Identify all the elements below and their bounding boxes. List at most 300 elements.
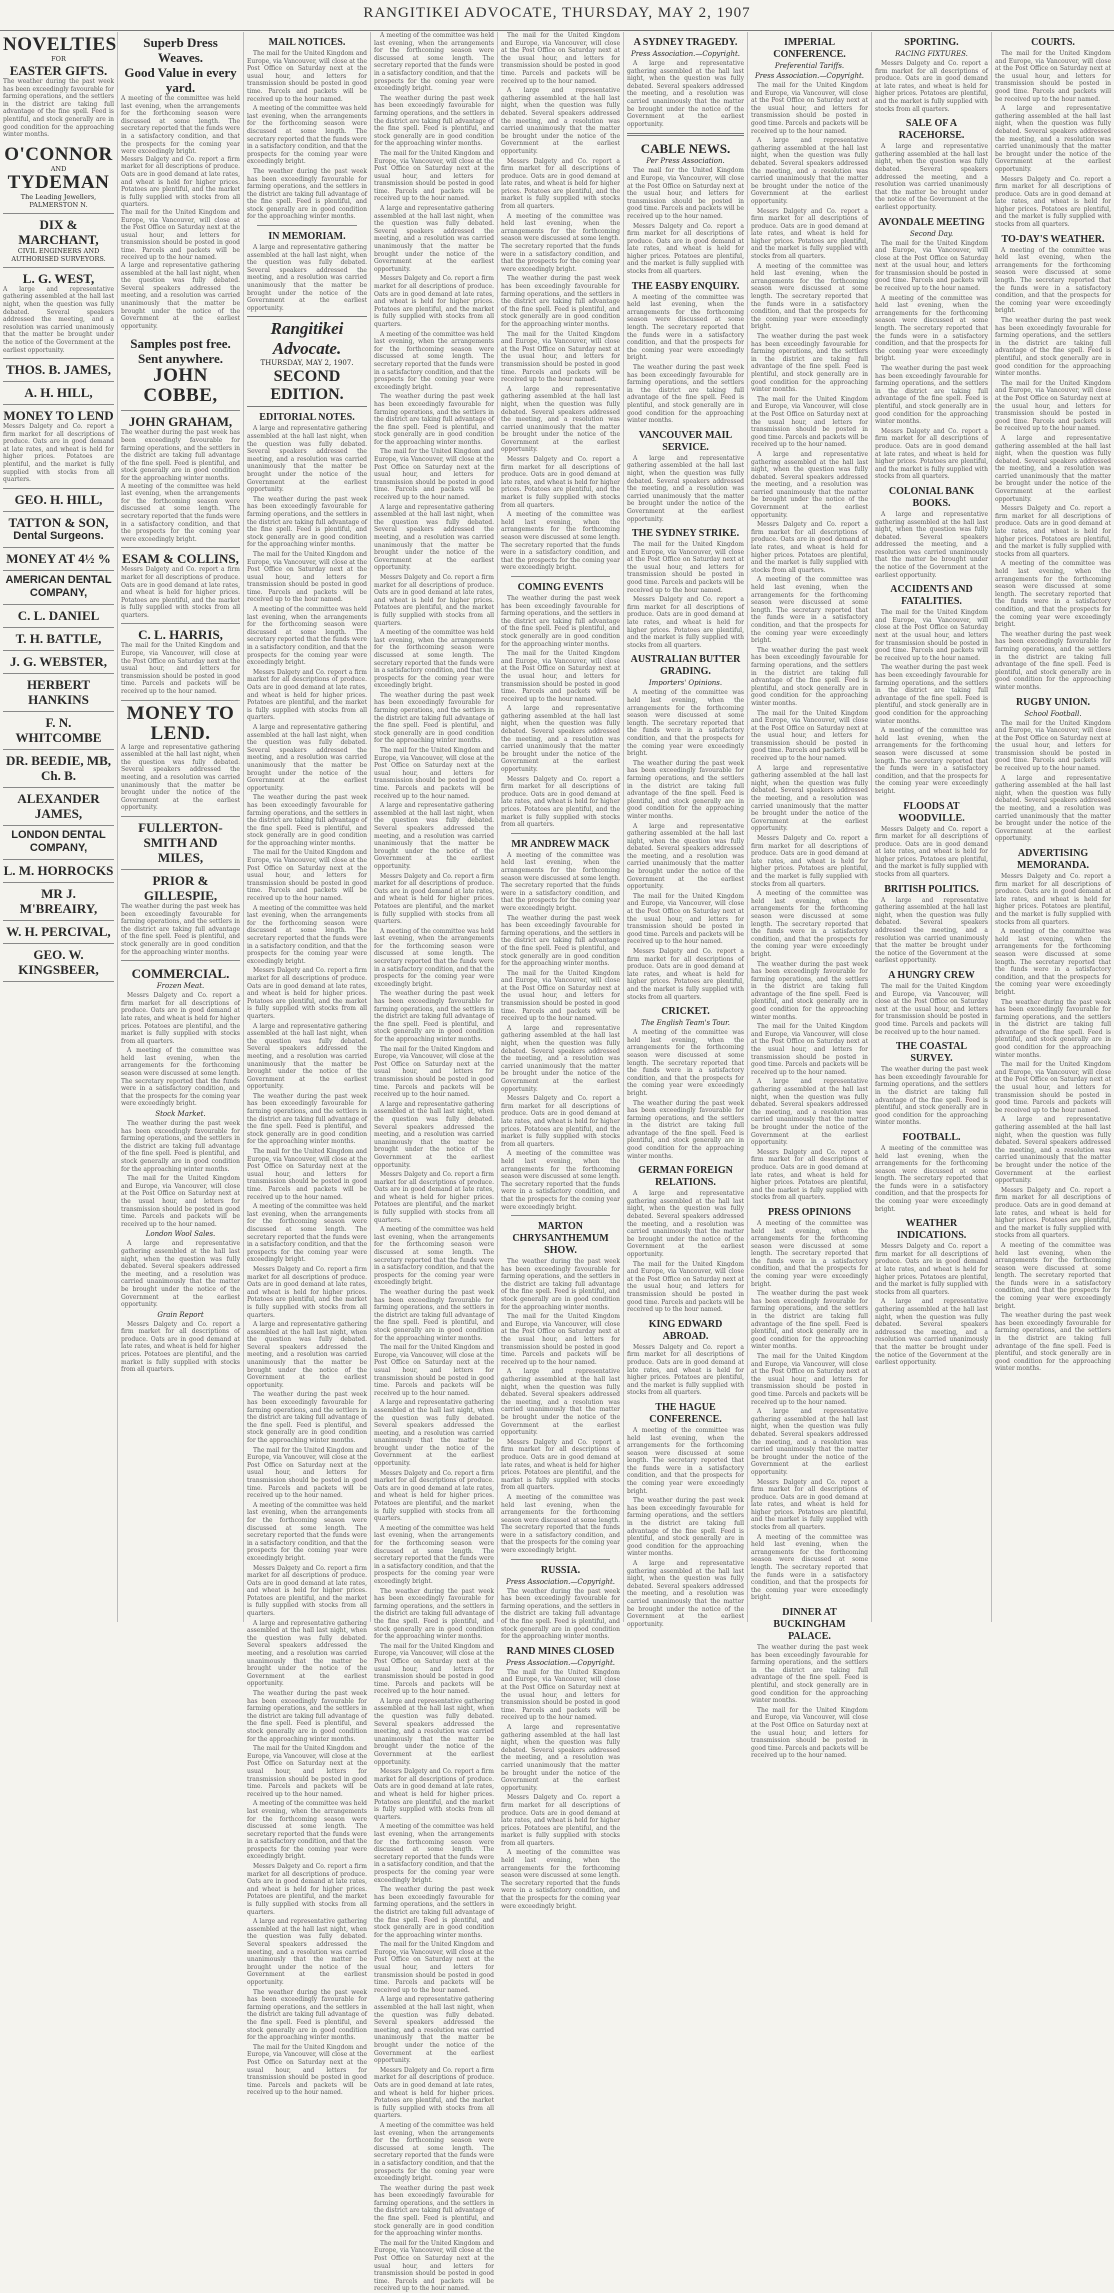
- paragraph: The weather during the past week has been exceedingly favourable for farming operations, and the settlers in the district are taking full advantage of the fine spell. Feed is plentiful, and stock generally are in good condition for the approaching winter months.: [875, 365, 988, 426]
- ad-graham: [121, 411, 240, 548]
- paragraph: Messrs Dalgety and Co. report a firm market for all descriptions of produce. Oats are in good demand at late rates, and wheat is held for higher prices. Potatoes are plentiful, and the market is fully supplied with stocks from all quarters.: [247, 967, 367, 1020]
- section-heading: CABLE NEWS.: [640, 141, 731, 157]
- divider: [257, 225, 357, 226]
- article-text: [627, 1029, 744, 1160]
- paragraph: A large and representative gathering assembled at the hall last night, when the question was fully debated. Several speakers addressed the meeting, and a resolution was carried unanimously that the matter be brought under the notice of the Government at the earliest opportunity.: [995, 774, 1111, 843]
- section-heading: RUSSIA.: [540, 1564, 581, 1576]
- paragraph: A meeting of the committee was held last evening, when the arrangements for the forthcoming season were discussed at some length. The secretary reported that the funds were in a satisfactory condition, and that the prospects for the coming year were exceedingly bright.: [751, 1533, 868, 1602]
- column-adverts-1: [0, 32, 118, 1622]
- article-text: [247, 425, 367, 2096]
- paragraph: Messrs Dalgety and Co. report a firm market for all descriptions of produce. Oats are in good demand at late rates, and wheat is held for higher prices. Potatoes are plentiful, and the market is fully supplied with stocks from all quarters.: [751, 521, 868, 574]
- ad-tatton: [3, 512, 114, 548]
- edition-label: SECOND EDITION.: [270, 368, 344, 404]
- paragraph: A large and representative gathering assembled at the hall last night, when the question was fully debated. Several speakers addressed the meeting, and a resolution was carried unanimously that the matter be brought under the notice of the Government at the earliest opportunity.: [627, 60, 744, 128]
- paragraph: The mail for the United Kingdom and Europe, via Vancouver, will close at the Post Office on Saturday next at the usual hour, and letters for transmission should be posted in good time. Parcels and packets will be received up to the hour named.: [501, 32, 620, 85]
- ad-headline: HERBERT HANKINS: [26, 676, 91, 707]
- ad-headline: DR. BEEDIE, MB, Ch. B.: [5, 752, 112, 783]
- paragraph: A large and representative gathering assembled at the hall last night, when the question was fully debated. Several speakers addressed the meeting, and a resolution was carried unanimously that the matter be brought under the notice of the Government at the earliest opportunity.: [501, 705, 620, 774]
- paragraph: The mail for the United Kingdom and Europe, via Vancouver, will close at the Post Office on Saturday next at the usual hour, and letters for transmission should be posted in good time. Parcels and packets will be received up to the hour named.: [627, 541, 744, 594]
- paragraph: The weather during the past week has been exceedingly favourable for farming operations, and the settlers in the district are taking full advantage of the fine spell. Feed is plentiful, and stock generally are in good condition for the approaching winter months.: [995, 1312, 1111, 1373]
- section-heading: MARTON CHRYSANTHEMUM SHOW.: [512, 1221, 609, 1257]
- section-heading: VANCOUVER MAIL SERVICE.: [638, 429, 733, 453]
- news-credit: Press Association.—Copyright.: [630, 50, 740, 58]
- section-heading: DINNER AT BUCKINGHAM PALACE.: [773, 1607, 846, 1642]
- paragraph: Messrs Dalgety and Co. report a firm market for all descriptions of produce. Oats are in good demand at late rates, and wheat is held for higher prices. Potatoes are plentiful, and the market is fully supplied with stocks from all quarters.: [501, 456, 620, 509]
- paragraph: A large and representative gathering assembled at the hall last night, when the question was fully debated. Several speakers addressed the meeting, and a resolution was carried unanimously that the matter be brought under the notice of the Government at the earliest opportunity.: [995, 434, 1111, 503]
- paragraph: A large and representative gathering assembled at the hall last night, when the question was fully debated. Several speakers addressed the meeting, and a resolution was carried unanimously that the matter be brought under the notice of the Government at the earliest opportunity.: [247, 244, 367, 312]
- ad-headline: Superb Dress Weaves.: [143, 35, 218, 65]
- paragraph: The mail for the United Kingdom and Europe, via Vancouver, will close at the Post Office on Saturday next at the usual hour, and letters for transmission should be posted in good time. Parcels and packets will be received up to the hour named.: [751, 82, 868, 135]
- paragraph: Messrs Dalgety and Co. report a firm market for all descriptions of produce. Oats are in good demand at late rates, and wheat is held for higher prices. Potatoes are plentiful, and the market is fully supplied with stocks from all quarters.: [121, 1320, 240, 1374]
- paragraph: The mail for the United Kingdom and Europe, via Vancouver, will close at the Post Office on Saturday next at the usual hour, and letters for transmission should be posted in good time. Parcels and packets will be received up to the hour named.: [501, 330, 620, 384]
- article-text: [875, 826, 988, 879]
- ad-headline: THOS. B. JAMES,: [5, 362, 112, 378]
- section-heading: ADVERTISING MEMORANDA.: [1017, 848, 1089, 871]
- section-heading: FLOODS AT WOODVILLE.: [898, 800, 965, 824]
- ad-headline: MONEY TO LEND.: [126, 702, 235, 744]
- paragraph: Messrs Dalgety and Co. report a firm market for all descriptions of produce. Oats are in good demand at late rates, and wheat is held for higher prices. Potatoes are plentiful, and the market is fully supplied with stocks from all quarters.: [751, 835, 868, 888]
- paragraph: The mail for the United Kingdom and Europe, via Vancouver, will close at the Post Office on Saturday next at the usual hour, and letters for transmission should be posted in good time. Parcels and packets will be received up to the hour named.: [627, 167, 744, 220]
- ad-text: The weather during the past week has been exceedingly favourable for farming operations, and the settlers in the district are taking full advantage of the fine spell. Feed is plentiful, and stock generally are in good condition for the approaching winter months.: [121, 902, 240, 956]
- paragraph: The weather during the past week has been exceedingly favourable for farming operations, and the settlers in the district are taking full advantage of the fine spell. Feed is plentiful, and stock generally are in good condition for the approaching winter months.: [247, 794, 367, 847]
- paragraph: A large and representative gathering assembled at the hall last night, when the question was fully debated. Several speakers addressed the meeting, and a resolution was carried unanimously that the matter be brought under the notice of the Government at the earliest opportunity.: [995, 1116, 1111, 1185]
- section-heading: MAIL NOTICES.: [268, 37, 346, 48]
- ad-whitcombe: [3, 712, 114, 750]
- article-text: [875, 897, 988, 965]
- paragraph: The mail for the United Kingdom and Europe, via Vancouver, will close at the Post Office on Saturday next at the usual hour, and letters for transmission should be posted in good time. Parcels and packets will be received up to the hour named.: [121, 1175, 240, 1228]
- ad-headline: J. G. WEBSTER,: [10, 653, 107, 669]
- ad-dix-marchant: [3, 214, 114, 268]
- divider: [627, 133, 744, 136]
- paragraph: A large and representative gathering assembled at the hall last night, when the question was fully debated. Several speakers addressed the meeting, and a resolution was carried unanimously that the matter be brought under the notice of the Government at the earliest opportunity.: [374, 802, 494, 870]
- paragraph: A large and representative gathering assembled at the hall last night, when the question was fully debated. Several speakers addressed the meeting, and a resolution was carried unanimously that the matter be brought under the notice of the Government at the earliest opportunity.: [247, 1022, 367, 1091]
- column-imperial-conference: [748, 32, 872, 1760]
- column-adverts-2: [118, 32, 244, 1622]
- paragraph: A meeting of the committee was held last evening, when the arrangements for the forthcoming season were discussed at some length. The secretary reported that the funds were in a satisfactory condition, and that the prospects for the coming year were exceedingly bright.: [995, 560, 1111, 629]
- ad-headline: T. H. BATTLE,: [15, 630, 102, 646]
- article-text: [751, 1644, 868, 1760]
- paragraph: A large and representative gathering assembled at the hall last night, when the question was fully debated. Several speakers addressed the meeting, and a resolution was carried unanimously that the matter be brought under the notice of the Government at the earliest opportunity.: [501, 87, 620, 155]
- article-text: [751, 82, 868, 1202]
- paragraph: A large and representative gathering assembled at the hall last night, when the question was fully debated. Several speakers addressed the meeting, and a resolution was carried unanimously that the matter be brought under the notice of the Government at the earliest opportunity.: [374, 1697, 494, 1766]
- ad-headline: ALEXANDER JAMES,: [17, 790, 100, 821]
- paragraph: A meeting of the committee was held last evening, when the arrangements for the forthcoming season were discussed at some length. The secretary reported that the funds were in a satisfactory condition, and that the prospects for the coming year were exceedingly bright.: [374, 1823, 494, 1884]
- subheading: London Wool Sales.: [145, 1230, 216, 1239]
- section-heading: FOOTBALL.: [902, 1131, 961, 1143]
- article-text: [995, 720, 1111, 844]
- paragraph: A meeting of the committee was held last evening, when the arrangements for the forthcoming season were discussed at some length. The secretary reported that the funds were in a satisfactory condition, and that the prospects for the coming year were exceedingly bright.: [374, 1226, 494, 1287]
- paragraph: Messrs Dalgety and Co. report a firm market for all descriptions of produce. Oats are in good demand at late rates, and wheat is held for higher prices. Potatoes are plentiful, and the market is fully supplied with stocks from all quarters.: [501, 1794, 620, 1847]
- paragraph: A large and representative gathering assembled at the hall last night, when the question was fully debated. Several speakers addressed the meeting, and a resolution was carried unanimously that the matter be brought under the notice of the Government at the earliest opportunity.: [627, 454, 744, 523]
- subheading: RACING FIXTURES.: [895, 50, 968, 58]
- paragraph: Messrs Dalgety and Co. report a firm market for all descriptions of produce. Oats are in good demand at late rates, and wheat is held for higher prices. Potatoes are plentiful, and the market is fully supplied with stocks from all quarters.: [247, 1863, 367, 1916]
- ad-hankins: [3, 674, 114, 712]
- ad-headline: L. M. HORROCKS: [3, 862, 114, 878]
- paragraph: A meeting of the committee was held last evening, when the arrangements for the forthcoming season were discussed at some length. The secretary reported that the funds were in a satisfactory condition, and that the prospects for the coming year were exceedingly bright.: [751, 262, 868, 331]
- ad-headline: W. H. PERCIVAL,: [6, 923, 111, 939]
- ad-west: [3, 268, 114, 359]
- ad-headline: MR J. M'BREAIRY,: [19, 885, 98, 916]
- paragraph: The mail for the United Kingdom and Europe, via Vancouver, will close at the Post Office on Saturday next at the usual hour, and letters for transmission should be posted in good time. Parcels and packets will be received up to the hour named.: [875, 609, 988, 662]
- news-credit: Press Association.—Copyright.: [505, 1577, 615, 1586]
- paragraph: The mail for the United Kingdom and Europe, via Vancouver, will close at the Post Office on Saturday next at the usual hour, and letters for transmission should be posted in good time. Parcels and packets will be received up to the hour named.: [501, 1313, 620, 1366]
- article-text: [751, 1220, 868, 1602]
- paragraph: A meeting of the committee was held last evening, when the arrangements for the forthcoming season were discussed at some length. The secretary reported that the funds were in a satisfactory condition, and that the prospects for the coming year were exceedingly bright.: [247, 105, 367, 166]
- section-heading: PRESS OPINIONS: [767, 1206, 852, 1218]
- ad-headline: PRIOR & GILLESPIE,: [143, 872, 218, 903]
- ad-headline: GEO. W. KINGSBEER,: [18, 946, 99, 977]
- paper-title: Rangitikei Advocate.: [270, 319, 344, 359]
- subheading: Preferential Tariffs.: [774, 62, 845, 70]
- paragraph: A large and representative gathering assembled at the hall last night, when the question was fully debated. Several speakers addressed the meeting, and a resolution was carried unanimously that the matter be brought under the notice of the Government at the earliest opportunity.: [751, 764, 868, 833]
- paragraph: The mail for the United Kingdom and Europe, via Vancouver, will close at the Post Office on Saturday next at the usual hour, and letters for transmission should be posted in good time. Parcels and packets will be received up to the hour named.: [995, 379, 1111, 433]
- subheading: Frozen Meat.: [156, 982, 205, 991]
- article-text: [627, 60, 744, 128]
- paragraph: The mail for the United Kingdom and Europe, via Vancouver, will close at the Post Office on Saturday next at the usual hour, and letters for transmission should be posted in good time. Parcels and packets will be received up to the hour named.: [247, 550, 367, 604]
- article-text: [627, 167, 744, 275]
- section-heading: TO-DAY'S WEATHER.: [1001, 233, 1105, 245]
- paragraph: The weather during the past week has been exceedingly favourable for farming operations, and the settlers in the district are taking full advantage of the fine spell. Feed is plentiful, and stock generally are in good condition for the approaching winter months.: [875, 1066, 988, 1127]
- paragraph: Messrs Dalgety and Co. report a firm market for all descriptions of produce. Oats are in good demand at late rates, and wheat is held for higher prices. Potatoes are plentiful, and the market is fully supplied with stocks from all quarters.: [247, 1564, 367, 1618]
- article-text: [121, 1120, 240, 1228]
- ad-beedie: [3, 750, 114, 788]
- paragraph: A meeting of the committee was held last evening, when the arrangements for the forthcoming season were discussed at some length. The secretary reported that the funds were in a satisfactory condition, and that the prospects for the coming year were exceedingly bright.: [501, 1493, 620, 1555]
- ad-geo-hill: [3, 489, 114, 512]
- section-heading: A HUNGRY CREW: [888, 970, 975, 981]
- ad-headline: GEO. H. HILL,: [14, 491, 103, 507]
- paragraph: A meeting of the committee was held last evening, when the arrangements for the forthcoming season were discussed at some length. The secretary reported that the funds were in a satisfactory condition, and that the prospects for the coming year were exceedingly bright.: [247, 904, 367, 965]
- paragraph: A meeting of the committee was held last evening, when the arrangements for the forthcoming season were discussed at some length. The secretary reported that the funds were in a satisfactory condition, and that the prospects for the coming year were exceedingly bright.: [374, 927, 494, 988]
- paragraph: The mail for the United Kingdom and Europe, via Vancouver, will close at the Post Office on Saturday next at the usual hour, and letters for transmission should be posted in good time. Parcels and packets will be received up to the hour named.: [995, 50, 1111, 103]
- ad-text: A large and representative gathering assembled at the hall last night, when the question was fully debated. Several speakers addressed the meeting, and a resolution was carried unanimously that the matter be brought under the notice of the Government at the earliest opportunity.: [121, 262, 240, 330]
- ad-headline: C. L. DANIEL: [17, 607, 100, 623]
- paragraph: Messrs Dalgety and Co. report a firm market for all descriptions of produce. Oats are in good demand at late rates, and wheat is held for higher prices. Potatoes are plentiful, and the market is fully supplied with stocks from all quarters.: [374, 573, 494, 627]
- ad-superb-dress: [121, 32, 240, 411]
- article-text: [875, 511, 988, 579]
- ad-headline: MONEY AT 4½ %: [6, 550, 111, 566]
- paragraph: A meeting of the committee was held last evening, when the arrangements for the forthcoming season were discussed at some length. The secretary reported that the funds were in a satisfactory condition, and that the prospects for the coming year were exceedingly bright.: [501, 212, 620, 273]
- ad-money-to-lend: [3, 405, 114, 489]
- ad-text: Messrs Dalgety and Co. report a firm market for all descriptions of produce. Oats are in good demand at late rates, and wheat is held for higher prices. Potatoes are plentiful, and the market is fully supplied with stocks from all quarters.: [121, 566, 240, 619]
- ad-text: Dental Surgeons.: [13, 529, 104, 542]
- paragraph: The mail for the United Kingdom and Europe, via Vancouver, will close at the Post Office on Saturday next at the usual hour, and letters for transmission should be posted in good time. Parcels and packets will be received up to the hour named.: [751, 1353, 868, 1406]
- ad-headline: NOVELTIES: [3, 34, 117, 55]
- subheading: Second Day.: [909, 229, 954, 238]
- ad-text: The mail for the United Kingdom and Europe, via Vancouver, will close at the Post Office on Saturday next at the usual hour, and letters for transmission should be posted in good time. Parcels and packets will be received up to the hour named.: [121, 642, 240, 696]
- divider: [511, 576, 610, 577]
- section-heading: THE COASTAL SURVEY.: [895, 1041, 968, 1065]
- paragraph: A large and representative gathering assembled at the hall last night, when the question was fully debated. Several speakers addressed the meeting, and a resolution was carried unanimously that the matter be brought under the notice of the Government at the earliest opportunity.: [875, 143, 988, 211]
- ad-headline: A. H. HILL,: [24, 385, 93, 401]
- ad-mbreairy: [3, 883, 114, 921]
- article-text: [627, 1190, 744, 1314]
- paragraph: The weather during the past week has been exceedingly favourable for farming operations, and the settlers in the district are taking full advantage of the fine spell. Feed is plentiful, and stock generally are in good condition for the approaching winter months.: [247, 495, 367, 549]
- column-editorial: [244, 32, 371, 2097]
- article-text: [374, 32, 494, 2293]
- ad-text: A large and representative gathering assembled at the hall last night, when the question was fully debated. Several speakers addressed the meeting, and a resolution was carried unanimously that the matter be brought under the notice of the Government at the earliest opportunity.: [3, 285, 114, 354]
- ad-james: [3, 359, 114, 382]
- paragraph: Messrs Dalgety and Co. report a firm market for all descriptions of produce. Oats are in good demand at late rates, and wheat is held for higher prices. Potatoes are plentiful, and the market is fully supplied with stocks from all quarters.: [501, 157, 620, 211]
- paragraph: Messrs Dalgety and Co. report a firm market for all descriptions of produce. Oats are in good demand at late rates, and wheat is held for higher prices. Potatoes are plentiful, and the market is fully supplied with stocks from all quarters.: [374, 872, 494, 926]
- paragraph: The weather during the past week has been exceedingly favourable for farming operations, and the settlers in the district are taking full advantage of the fine spell. Feed is plentiful, and stock generally are in good condition for the approaching winter months.: [751, 1290, 868, 1351]
- paragraph: Messrs Dalgety and Co. report a firm market for all descriptions of produce. Oats are in good demand at late rates, and wheat is held for higher prices. Potatoes are plentiful, and the market is fully supplied with stocks from all quarters.: [751, 1148, 868, 1202]
- paragraph: The mail for the United Kingdom and Europe, via Vancouver, will close at the Post Office on Saturday next at the usual hour, and letters for transmission should be posted in good time. Parcels and packets will be received up to the hour named.: [751, 1023, 868, 1076]
- article-text: [121, 992, 240, 1108]
- column-courts: [992, 32, 1114, 1622]
- paragraph: The mail for the United Kingdom and Europe, via Vancouver, will close at the Post Office on Saturday next at the usual hour, and letters for transmission should be posted in good time. Parcels and packets will be received up to the hour named.: [247, 849, 367, 903]
- paragraph: The mail for the United Kingdom and Europe, via Vancouver, will close at the Post Office on Saturday next at the usual hour, and letters for transmission should be posted in good time. Parcels and packets will be received up to the hour named.: [247, 2043, 367, 2097]
- paragraph: A large and representative gathering assembled at the hall last night, when the question was fully debated. Several speakers addressed the meeting, and a resolution was carried unanimously that the matter be brought under the notice of the Government at the earliest opportunity.: [374, 1100, 494, 1169]
- ad-text: A meeting of the committee was held last evening, when the arrangements for the forthcoming season were discussed at some length. The secretary reported that the funds were in a satisfactory condition, and that the prospects for the coming year were exceedingly bright.: [121, 95, 240, 156]
- paragraph: The weather during the past week has been exceedingly favourable for farming operations, and the settlers in the district are taking full advantage of the fine spell. Feed is plentiful, and stock generally are in good condition for the approaching winter months.: [247, 1092, 367, 1146]
- paragraph: The weather during the past week has been exceedingly favourable for farming operations, and the settlers in the district are taking full advantage of the fine spell. Feed is plentiful, and stock generally are in good condition for the approaching winter months.: [627, 759, 744, 820]
- paragraph: The mail for the United Kingdom and Europe, via Vancouver, will close at the Post Office on Saturday next at the usual hour, and letters for transmission should be posted in good time. Parcels and packets will be received up to the hour named.: [374, 747, 494, 800]
- article-text: [247, 50, 367, 221]
- paragraph: A meeting of the committee was held last evening, when the arrangements for the forthcoming season were discussed at some length. The secretary reported that the funds were in a satisfactory condition, and that the prospects for the coming year were exceedingly bright.: [501, 511, 620, 572]
- article-text: [875, 609, 988, 795]
- section-heading: SALE OF A RACEHORSE.: [898, 118, 965, 142]
- paragraph: A large and representative gathering assembled at the hall last night, when the question was fully debated. Several speakers addressed the meeting, and a resolution was carried unanimously that the matter be brought under the notice of the Government at the earliest opportunity.: [751, 137, 868, 205]
- paragraph: Messrs Dalgety and Co. report a firm market for all descriptions of produce. Oats are in good demand at late rates, and wheat is held for higher prices. Potatoes are plentiful, and the market is fully supplied with stocks from all quarters.: [751, 1478, 868, 1532]
- ad-daniel: [3, 605, 114, 628]
- ad-headline: EASTER GIFTS.: [9, 63, 108, 78]
- paragraph: Messrs Dalgety and Co. report a firm market for all descriptions of produce. Oats are in good demand at late rates, and wheat is held for higher prices. Potatoes are plentiful, and the market is fully supplied with stocks from all quarters.: [875, 1243, 988, 1296]
- paragraph: A large and representative gathering assembled at the hall last night, when the question was fully debated. Several speakers addressed the meeting, and a resolution was carried unanimously that the matter be brought under the notice of the Government at the earliest opportunity.: [501, 1024, 620, 1093]
- paragraph: The weather during the past week has been exceedingly favourable for farming operations, and the settlers in the district are taking full advantage of the fine spell. Feed is plentiful, and stock generally are in good condition for the approaching winter months.: [374, 1289, 494, 1342]
- ad-money-to-lend-2: [121, 701, 240, 817]
- ad-prior: [121, 870, 240, 961]
- paragraph: A large and representative gathering assembled at the hall last night, when the question was fully debated. Several speakers addressed the meeting, and a resolution was carried unanimously that the matter be brought under the notice of the Government at the earliest opportunity.: [374, 205, 494, 273]
- section-heading: COMING EVENTS: [517, 581, 604, 593]
- section-heading: BRITISH POLITICS.: [884, 883, 979, 895]
- section-heading: KING EDWARD ABROAD.: [648, 1318, 723, 1342]
- paragraph: The weather during the past week has been exceedingly favourable for farming operations, and the settlers in the district are taking full advantage of the fine spell. Feed is plentiful, and stock generally are in good condition for the approaching winter months.: [627, 1497, 744, 1558]
- ad-headline: F. N. WHITCOMBE: [15, 714, 102, 745]
- paragraph: Messrs Dalgety and Co. report a firm market for all descriptions of produce. Oats are in good demand at late rates, and wheat is held for higher prices. Potatoes are plentiful, and the market is fully supplied with stocks from all quarters.: [121, 992, 240, 1045]
- paragraph: The weather during the past week has been exceedingly favourable for farming operations, and the settlers in the district are taking full advantage of the fine spell. Feed is plentiful, and stock generally are in good condition for the approaching winter months.: [501, 1587, 620, 1641]
- paragraph: A large and representative gathering assembled at the hall last night, when the question was fully debated. Several speakers addressed the meeting, and a resolution was carried unanimously that the matter be brought under the notice of the Government at the earliest opportunity.: [247, 1918, 367, 1986]
- paragraph: The weather during the past week has been exceedingly favourable for farming operations, and the settlers in the district are taking full advantage of the fine spell. Feed is plentiful, and stock generally are in good condition for the approaching winter months.: [501, 594, 620, 648]
- section-heading: SPORTING.: [904, 37, 959, 48]
- paragraph: A meeting of the committee was held last evening, when the arrangements for the forthcoming season were discussed at some length. The secretary reported that the funds were in a satisfactory condition, and that the prospects for the coming year were exceedingly bright.: [374, 629, 494, 690]
- ad-alexander: [3, 788, 114, 826]
- section-heading: AUSTRALIAN BUTTER GRADING.: [630, 654, 741, 678]
- paragraph: The weather during the past week has been exceedingly favourable for farming operations, and the settlers in the district are taking full advantage of the fine spell. Feed is plentiful, and stock generally are in good condition for the approaching winter months.: [247, 1988, 367, 2042]
- paragraph: Messrs Dalgety and Co. report a firm market for all descriptions of produce. Oats are in good demand at late rates, and wheat is held for higher prices. Potatoes are plentiful, and the market is fully supplied with stocks from all quarters.: [501, 1438, 620, 1492]
- paragraph: The mail for the United Kingdom and Europe, via Vancouver, will close at the Post Office on Saturday next at the usual hour, and letters for transmission should be posted in good time. Parcels and packets will be received up to the hour named.: [751, 1706, 868, 1760]
- section-heading: RAND MINES CLOSED: [506, 1645, 615, 1657]
- paper-title-block: [247, 316, 367, 407]
- paragraph: A large and representative gathering assembled at the hall last night, when the question was fully debated. Several speakers addressed the meeting, and a resolution was carried unanimously that the matter be brought under the notice of the Government at the earliest opportunity.: [501, 385, 620, 454]
- ad-money-45: [3, 548, 114, 571]
- paragraph: The weather during the past week has been exceedingly favourable for farming operations, and the settlers in the district are taking full advantage of the fine spell. Feed is plentiful, and stock generally are in good condition for the approaching winter months.: [501, 914, 620, 968]
- paragraph: The weather during the past week has been exceedingly favourable for farming operations, and the settlers in the district are taking full advantage of the fine spell. Feed is plentiful, and stock generally are in good condition for the approaching winter months.: [247, 167, 367, 221]
- subheading: Grain Report: [157, 1310, 204, 1319]
- paragraph: The weather during the past week has been exceedingly favourable for farming operations, and the settlers in the district are taking full advantage of the fine spell. Feed is plentiful, and stock generally are in good condition for the approaching winter months.: [627, 1099, 744, 1160]
- ad-headline: ESAM & COLLINS,: [122, 551, 239, 567]
- paragraph: A large and representative gathering assembled at the hall last night, when the question was fully debated. Several speakers addressed the meeting, and a resolution was carried unanimously that the matter be brought under the notice of the Government at the earliest opportunity.: [875, 896, 988, 965]
- section-heading: AVONDALE MEETING: [878, 216, 985, 228]
- column-telegrams: [498, 32, 624, 1910]
- paragraph: The weather during the past week has been exceedingly favourable for farming operations, and the settlers in the district are taking full advantage of the fine spell. Feed is plentiful, and stock generally are in good condition for the approaching winter months.: [374, 990, 494, 1043]
- article-text: [121, 1240, 240, 1308]
- ad-headline: LONDON DENTAL COMPANY,: [11, 828, 106, 854]
- paragraph: The weather during the past week has been exceedingly favourable for farming operations, and the settlers in the district are taking full advantage of the fine spell. Feed is plentiful, and stock generally are in good condition for the approaching winter months.: [627, 364, 744, 425]
- subheading: The English Team's Tour.: [641, 1019, 730, 1028]
- paragraph: The weather during the past week has been exceedingly favourable for farming operations, and the settlers in the district are taking full advantage of the fine spell. Feed is plentiful, and stock generally are in good condition for the approaching winter months.: [501, 275, 620, 328]
- paragraph: Messrs Dalgety and Co. report a firm market for all descriptions of produce. Oats are in good demand at late rates, and wheat is held for higher prices. Potatoes are plentiful, and the market is fully supplied with stocks from all quarters.: [875, 427, 988, 481]
- paragraph: A large and representative gathering assembled at the hall last night, when the question was fully debated. Several speakers addressed the meeting, and a resolution was carried unanimously that the matter be brought under the notice of the Government at the earliest opportunity.: [374, 1399, 494, 1468]
- article-text: [875, 143, 988, 211]
- paragraph: A large and representative gathering assembled at the hall last night, when the question was fully debated. Several speakers addressed the meeting, and a resolution was carried unanimously that the matter be brought under the notice of the Government at the earliest opportunity.: [627, 1190, 744, 1258]
- paragraph: The mail for the United Kingdom and Europe, via Vancouver, will close at the Post Office on Saturday next at the usual hour, and letters for transmission should be posted in good time. Parcels and packets will be received up to the hour named.: [247, 50, 367, 103]
- paragraph: Messrs Dalgety and Co. report a firm market for all descriptions of produce. Oats are in good demand at late rates, and wheat is held for higher prices. Potatoes are plentiful, and the market is fully supplied with stocks from all quarters.: [374, 1469, 494, 1523]
- paragraph: Messrs Dalgety and Co. report a firm market for all descriptions of produce. Oats are in good demand at late rates, and wheat is held for higher prices. Potatoes are plentiful, and the market is fully supplied with stocks from all quarters.: [374, 1768, 494, 1821]
- paragraph: A meeting of the committee was held last evening, when the arrangements for the forthcoming season were discussed at some length. The secretary reported that the funds were in a satisfactory condition, and that the prospects for the coming year were exceedingly bright.: [247, 1800, 367, 1861]
- paragraph: A large and representative gathering assembled at the hall last night, when the question was fully debated. Several speakers addressed the meeting, and a resolution was carried unanimously that the matter be brought under the notice of the Government at the earliest opportunity.: [247, 1321, 367, 1389]
- paragraph: Messrs Dalgety and Co. report a firm market for all descriptions of produce. Oats are in good demand at late rates, and wheat is held for higher prices. Potatoes are plentiful, and the market is fully supplied with stocks from all quarters.: [995, 1186, 1111, 1240]
- divider: [511, 1559, 610, 1560]
- paragraph: Messrs Dalgety and Co. report a firm market for all descriptions of produce. Oats are in good demand at late rates, and wheat is held for higher prices. Potatoes are plentiful, and the market is fully supplied with stocks from all quarters.: [995, 175, 1111, 229]
- paragraph: The mail for the United Kingdom and Europe, via Vancouver, will close at the Post Office on Saturday next at the usual hour, and letters for transmission should be posted in good time. Parcels and packets will be received up to the hour named.: [374, 448, 494, 502]
- paragraph: The weather during the past week has been exceedingly favourable for farming operations, and the settlers in the district are taking full advantage of the fine spell. Feed is plentiful, and stock generally are in good condition for the approaching winter months.: [501, 1258, 620, 1311]
- paragraph: A large and representative gathering assembled at the hall last night, when the question was fully debated. Several speakers addressed the meeting, and a resolution was carried unanimously that the matter be brought under the notice of the Government at the earliest opportunity.: [501, 1368, 620, 1437]
- section-heading: COURTS.: [1031, 37, 1075, 48]
- paragraph: A large and representative gathering assembled at the hall last night, when the question was fully debated. Several speakers addressed the meeting, and a resolution was carried unanimously that the matter be brought under the notice of the Government at the earliest opportunity.: [875, 510, 988, 579]
- paragraph: The mail for the United Kingdom and Europe, via Vancouver, will close at the Post Office on Saturday next at the usual hour, and letters for transmission should be posted in good time. Parcels and packets will be received up to the hour named.: [501, 1668, 620, 1722]
- ad-headline: DIX & MARCHANT,: [18, 216, 99, 247]
- paragraph: A meeting of the committee was held last evening, when the arrangements for the forthcoming season were discussed at some length. The secretary reported that the funds were in a satisfactory condition, and that the prospects for the coming year were exceedingly bright.: [627, 1029, 744, 1097]
- paragraph: A meeting of the committee was held last evening, when the arrangements for the forthcoming season were discussed at some length. The secretary reported that the funds were in a satisfactory condition, and that the prospects for the coming year were exceedingly bright.: [995, 928, 1111, 996]
- section-heading: GERMAN FOREIGN RELATIONS.: [638, 1165, 733, 1189]
- paragraph: A meeting of the committee was held last evening, when the arrangements for the forthcoming season were discussed at some length. The secretary reported that the funds were in a satisfactory condition, and that the prospects for the coming year were exceedingly bright.: [875, 727, 988, 795]
- paragraph: The weather during the past week has been exceedingly favourable for farming operations, and the settlers in the district are taking full advantage of the fine spell. Feed is plentiful, and stock generally are in good condition for the approaching winter months.: [995, 630, 1111, 691]
- section-heading: RUGBY UNION.: [1015, 696, 1091, 708]
- paragraph: The weather during the past week has been exceedingly favourable for farming operations, and the settlers in the district are taking full advantage of the fine spell. Feed is plentiful, and stock generally are in good condition for the approaching winter months.: [751, 646, 868, 707]
- ad-text: The weather during the past week has been exceedingly favourable for farming operations, and the settlers in the district are taking full advantage of the fine spell. Feed is plentiful, and stock generally are in good condition for the approaching winter months.: [121, 429, 240, 482]
- article-text: [627, 541, 744, 649]
- article-text: [875, 1243, 988, 1367]
- paragraph: The weather during the past week has been exceedingly favourable for farming operations, and the settlers in the district are taking full advantage of the fine spell. Feed is plentiful, and stock generally are in good condition for the approaching winter months.: [374, 1587, 494, 1641]
- paragraph: The weather during the past week has been exceedingly favourable for farming operations, and the settlers in the district are taking full advantage of the fine spell. Feed is plentiful, and stock generally are in good condition for the approaching winter months.: [875, 664, 988, 725]
- ad-fullerton: [121, 817, 240, 870]
- paragraph: Messrs Dalgety and Co. report a firm market for all descriptions of produce. Oats are in good demand at late rates, and wheat is held for higher prices. Potatoes are plentiful, and the market is fully supplied with stocks from all quarters.: [995, 505, 1111, 558]
- paragraph: The weather during the past week has been exceedingly favourable for farming operations, and the settlers in the district are taking full advantage of the fine spell. Feed is plentiful, and stock generally are in good condition for the approaching winter months.: [121, 1120, 240, 1173]
- section-heading: CRICKET.: [661, 1006, 710, 1018]
- subheading: School Football.: [1024, 709, 1082, 718]
- paragraph: The weather during the past week has been exceedingly favourable for farming operations, and the settlers in the district are taking full advantage of the fine spell. Feed is plentiful, and stock generally are in good condition for the approaching winter months.: [995, 317, 1111, 378]
- paragraph: The mail for the United Kingdom and Europe, via Vancouver, will close at the Post Office on Saturday next at the usual hour, and letters for transmission should be posted in good time. Parcels and packets will be received up to the hour named.: [627, 892, 744, 946]
- column-local-news: [371, 32, 498, 2293]
- paragraph: The mail for the United Kingdom and Europe, via Vancouver, will close at the Post Office on Saturday next at the usual hour, and letters for transmission should be posted in good time. Parcels and packets will be received up to the hour named.: [374, 1642, 494, 1696]
- paragraph: A meeting of the committee was held last evening, when the arrangements for the forthcoming season were discussed at some length. The secretary reported that the funds were in a satisfactory condition, and that the prospects for the coming year were exceedingly bright.: [995, 1241, 1111, 1310]
- section-heading: MR ANDREW MACK: [511, 838, 610, 850]
- ad-harris: [121, 624, 240, 700]
- article-text: [627, 1344, 744, 1397]
- masthead: RANGITIKEI ADVOCATE, THURSDAY, MAY 2, 1907: [0, 0, 1114, 31]
- paragraph: A large and representative gathering assembled at the hall last night, when the question was fully debated. Several speakers addressed the meeting, and a resolution was carried unanimously that the matter be brought under the notice of the Government at the earliest opportunity.: [121, 1240, 240, 1309]
- paragraph: A large and representative gathering assembled at the hall last night, when the question was fully debated. Several speakers addressed the meeting, and a resolution was carried unanimously that the matter be brought under the notice of the Government at the earliest opportunity.: [627, 1560, 744, 1628]
- paragraph: The mail for the United Kingdom and Europe, via Vancouver, will close at the Post Office on Saturday next at the usual hour, and letters for transmission should be posted in good time. Parcels and packets will be received up to the hour named.: [501, 650, 620, 703]
- ad-headline: JOHN COBBE,: [143, 365, 218, 407]
- article-text: [995, 247, 1111, 692]
- paragraph: The mail for the United Kingdom and Europe, via Vancouver, will close at the Post Office on Saturday next at the usual hour, and letters for transmission should be posted in good time. Parcels and packets will be received up to the hour named.: [751, 709, 868, 763]
- section-heading: THE HAGUE CONFERENCE.: [649, 1401, 722, 1425]
- section-heading: COLONIAL BANK BOOKS.: [888, 485, 975, 509]
- paragraph: Messrs Dalgety and Co. report a firm market for all descriptions of produce. Oats are in good demand at late rates, and wheat is held for higher prices. Potatoes are plentiful, and the market is fully supplied with stocks from all quarters.: [627, 596, 744, 649]
- paragraph: The weather during the past week has been exceedingly favourable for farming operations, and the settlers in the district are taking full advantage of the fine spell. Feed is plentiful, and stock generally are in good condition for the approaching winter months.: [374, 2184, 494, 2238]
- paragraph: A large and representative gathering assembled at the hall last night, when the question was fully debated. Several speakers addressed the meeting, and a resolution was carried unanimously that the matter be brought under the notice of the Government at the earliest opportunity.: [374, 1996, 494, 2065]
- paragraph: A large and representative gathering assembled at the hall last night, when the question was fully debated. Several speakers addressed the meeting, and a resolution was carried unanimously that the matter be brought under the notice of the Government at the earliest opportunity.: [751, 450, 868, 519]
- article-text: [501, 1588, 620, 1641]
- paragraph: The weather during the past week has been exceedingly favourable for farming operations, and the settlers in the district are taking full advantage of the fine spell. Feed is plentiful, and stock generally are in good condition for the approaching winter months.: [374, 393, 494, 446]
- ad-text: AND: [50, 164, 67, 173]
- paragraph: A large and representative gathering assembled at the hall last night, when the question was fully debated. Several speakers addressed the meeting, and a resolution was carried unanimously that the matter be brought under the notice of the Government at the earliest opportunity.: [247, 425, 367, 494]
- paragraph: A meeting of the committee was held last evening, when the arrangements for the forthcoming season were discussed at some length. The secretary reported that the funds were in a satisfactory condition, and that the prospects for the coming year were exceedingly bright.: [751, 576, 868, 645]
- paragraph: The mail for the United Kingdom and Europe, via Vancouver, will close at the Post Office on Saturday next at the usual hour, and letters for transmission should be posted in good time. Parcels and packets will be received up to the hour named.: [627, 1260, 744, 1314]
- ad-headline: MONEY TO LEND: [3, 408, 114, 424]
- paragraph: A large and representative gathering assembled at the hall last night, when the question was fully debated. Several speakers addressed the meeting, and a resolution was carried unanimously that the matter be brought under the notice of the Government at the earliest opportunity.: [751, 1078, 868, 1147]
- ad-headline: C. L. HARRIS,: [138, 627, 223, 643]
- paragraph: The weather during the past week has been exceedingly favourable for farming operations, and the settlers in the district are taking full advantage of the fine spell. Feed is plentiful, and stock generally are in good condition for the approaching winter months.: [374, 94, 494, 148]
- section-heading: IN MEMORIAM.: [268, 231, 346, 243]
- ad-percival: [3, 921, 114, 944]
- paragraph: The weather during the past week has been exceedingly favourable for farming operations, and the settlers in the district are taking full advantage of the fine spell. Feed is plentiful, and stock generally are in good condition for the approaching winter months.: [247, 1690, 367, 1743]
- paragraph: A meeting of the committee was held last evening, when the arrangements for the forthcoming season were discussed at some length. The secretary reported that the funds were in a satisfactory condition, and that the prospects for the coming year were exceedingly bright.: [875, 1144, 988, 1213]
- paragraph: Messrs Dalgety and Co. report a firm market for all descriptions of produce. Oats are in good demand at late rates, and wheat is held for higher prices. Potatoes are plentiful, and the market is fully supplied with stocks from all quarters.: [374, 275, 494, 328]
- paragraph: The weather during the past week has been exceedingly favourable for farming operations, and the settlers in the district are taking full advantage of the fine spell. Feed is plentiful, and stock generally are in good condition for the approaching winter months.: [751, 960, 868, 1021]
- ad-novelties: [3, 32, 117, 214]
- section-heading: THE SYDNEY STRIKE.: [631, 528, 740, 540]
- paragraph: A large and representative gathering assembled at the hall last night, when the question was fully debated. Several speakers addressed the meeting, and a resolution was carried unanimously that the matter be brought under the notice of the Government at the earliest opportunity.: [875, 1298, 988, 1367]
- news-credit: Press Association.—Copyright.: [505, 1658, 615, 1667]
- column-sporting: [872, 32, 992, 1622]
- paragraph: Messrs Dalgety and Co. report a firm market for all descriptions of produce. Oats are in good demand at late rates, and wheat is held for higher prices. Potatoes are plentiful, and the market is fully supplied with stocks from all quarters.: [875, 60, 988, 113]
- article-text: [247, 244, 367, 312]
- ad-text: The mail for the United Kingdom and Europe, via Vancouver, will close at the Post Office on Saturday next at the usual hour, and letters for transmission should be posted in good time. Parcels and packets will be received up to the hour named.: [121, 208, 240, 262]
- paragraph: The mail for the United Kingdom and Europe, via Vancouver, will close at the Post Office on Saturday next at the usual hour, and letters for transmission should be posted in good time. Parcels and packets will be received up to the hour named.: [374, 1045, 494, 1099]
- paragraph: A large and representative gathering assembled at the hall last night, when the question was fully debated. Several speakers addressed the meeting, and a resolution was carried unanimously that the matter be brought under the notice of the Government at the earliest opportunity.: [374, 503, 494, 572]
- paragraph: A meeting of the committee was held last evening, when the arrangements for the forthcoming season were discussed at some length. The secretary reported that the funds were in a satisfactory condition, and that the prospects for the coming year were exceedingly bright.: [995, 246, 1111, 315]
- paragraph: The mail for the United Kingdom and Europe, via Vancouver, will close at the Post Office on Saturday next at the usual hour, and letters for transmission should be posted in good time. Parcels and packets will be received up to the hour named.: [875, 239, 988, 293]
- paragraph: A meeting of the committee was held last evening, when the arrangements for the forthcoming season were discussed at some length. The secretary reported that the funds were in a satisfactory condition, and that the prospects for the coming year were exceedingly bright.: [501, 1150, 620, 1211]
- paragraph: The mail for the United Kingdom and Europe, via Vancouver, will close at the Post Office on Saturday next at the usual hour, and letters for transmission should be posted in good time. Parcels and packets will be received up to the hour named.: [501, 969, 620, 1023]
- ad-headline: Good Value in every yard.: [124, 65, 237, 95]
- article-text: [501, 32, 620, 572]
- paragraph: A large and representative gathering assembled at the hall last night, when the question was fully debated. Several speakers addressed the meeting, and a resolution was carried unanimously that the matter be brought under the notice of the Government at the earliest opportunity.: [247, 1619, 367, 1688]
- paragraph: Messrs Dalgety and Co. report a firm market for all descriptions of produce. Oats are in good demand at late rates, and wheat is held for higher prices. Potatoes are plentiful, and the market is fully supplied with stocks from all quarters.: [501, 1095, 620, 1148]
- ad-text: Messrs Dalgety and Co. report a firm market for all descriptions of produce. Oats are in good demand at late rates, and wheat is held for higher prices. Potatoes are plentiful, and the market is fully supplied with stocks from all quarters.: [3, 423, 114, 484]
- divider: [511, 1215, 610, 1216]
- paragraph: The mail for the United Kingdom and Europe, via Vancouver, will close at the Post Office on Saturday next at the usual hour, and letters for transmission should be posted in good time. Parcels and packets will be received up to the hour named.: [875, 983, 988, 1036]
- article-text: [875, 1145, 988, 1213]
- article-text: [501, 1669, 620, 1910]
- ad-headline: AMERICAN DENTAL COMPANY,: [5, 573, 112, 599]
- paragraph: A large and representative gathering assembled at the hall last night, when the question was fully debated. Several speakers addressed the meeting, and a resolution was carried unanimously that the matter be brought under the notice of the Government at the earliest opportunity.: [501, 1723, 620, 1792]
- paragraph: The weather during the past week has been exceedingly favourable for farming operations, and the settlers in the district are taking full advantage of the fine spell. Feed is plentiful, and stock generally are in good condition for the approaching winter months.: [751, 1644, 868, 1705]
- article-text: [995, 873, 1111, 1373]
- ad-headline: O'CONNOR: [4, 143, 113, 165]
- paragraph: A meeting of the committee was held last evening, when the arrangements for the forthcoming season were discussed at some length. The secretary reported that the funds were in a satisfactory condition, and that the prospects for the coming year were exceedingly bright.: [875, 294, 988, 363]
- paragraph: A meeting of the committee was held last evening, when the arrangements for the forthcoming season were discussed at some length. The secretary reported that the funds were in a satisfactory condition, and that the prospects for the coming year were exceedingly bright.: [247, 1501, 367, 1562]
- ad-battle: [3, 628, 114, 651]
- paragraph: The mail for the United Kingdom and Europe, via Vancouver, will close at the Post Office on Saturday next at the usual hour, and letters for transmission should be posted in good time. Parcels and packets will be received up to the hour named.: [374, 149, 494, 203]
- article-text: [875, 240, 988, 481]
- article-text: [875, 60, 988, 113]
- paragraph: Messrs Dalgety and Co. report a firm market for all descriptions of produce. Oats are in good demand at late rates, and wheat is held for higher prices. Potatoes are plentiful, and the market is fully supplied with stocks from all quarters.: [374, 1171, 494, 1224]
- article-text: [501, 595, 620, 829]
- ad-text: The weather during the past week has been exceedingly favourable for farming operations, and the settlers in the district are taking full advantage of the fine spell. Feed is plentiful, and stock generally are in good condition for the approaching winter months.: [3, 78, 114, 139]
